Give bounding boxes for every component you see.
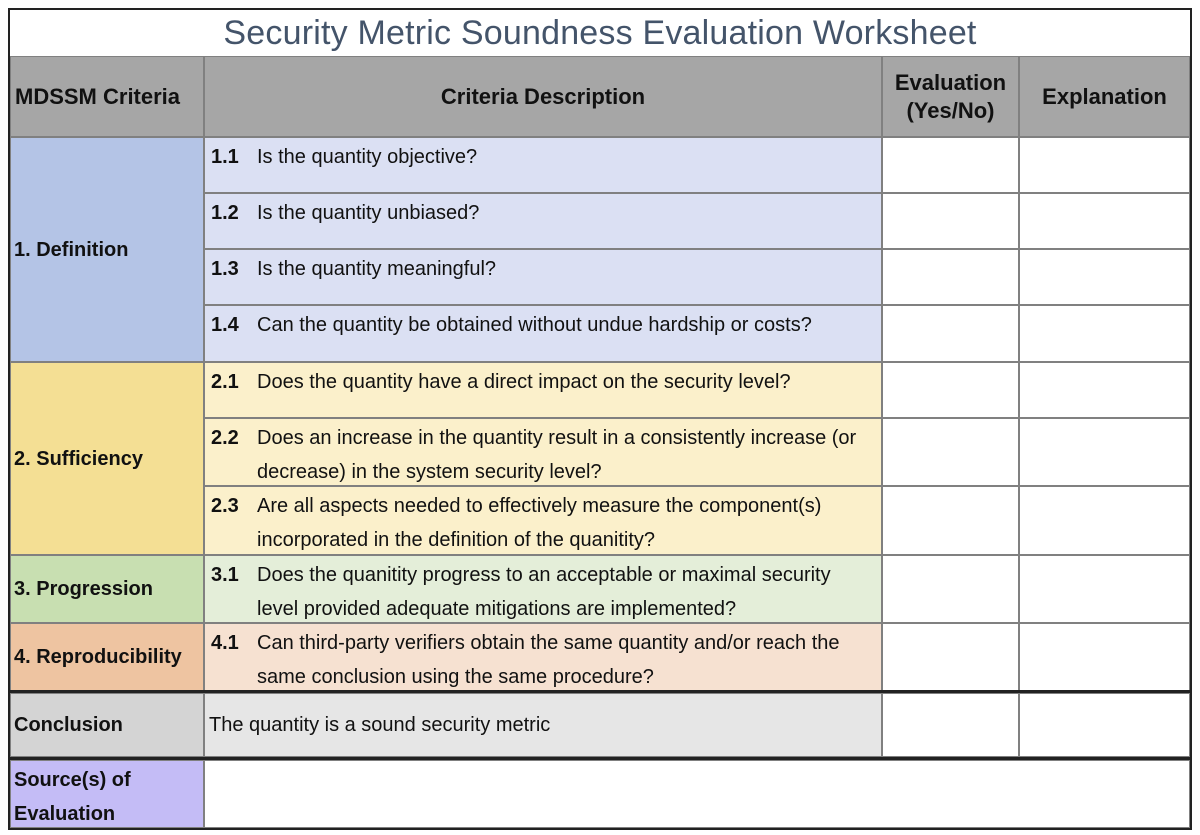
evaluation-cell-conclusion[interactable] xyxy=(882,693,1019,757)
conclusion-text: The quantity is a sound security metric xyxy=(204,693,882,757)
criterion-row-1-1 xyxy=(204,137,882,193)
criterion-row-1-4 xyxy=(204,305,882,362)
explanation-cell-1-1[interactable] xyxy=(1019,137,1190,193)
criterion-number: 2.1 xyxy=(211,371,239,393)
criterion-text: Does an increase in the quantity result in a consistently increase (or decrease) in the system security level? xyxy=(257,427,857,483)
criterion-number: 3.1 xyxy=(211,564,239,586)
header-explanation: Explanation xyxy=(1019,56,1190,137)
criterion-text: Is the quantity meaningful? xyxy=(257,258,497,280)
criteria-definition: 1. Definition xyxy=(10,137,204,362)
explanation-cell-3-1[interactable] xyxy=(1019,555,1190,623)
evaluation-cell-2-3[interactable] xyxy=(882,486,1019,555)
explanation-cell-2-1[interactable] xyxy=(1019,362,1190,418)
criteria-progression: 3. Progression xyxy=(10,555,204,623)
explanation-cell-2-2[interactable] xyxy=(1019,418,1190,486)
criterion-number: 2.3 xyxy=(211,495,239,517)
criterion-row-2-2 xyxy=(204,418,882,486)
conclusion-label: Conclusion xyxy=(10,693,204,757)
header-evaluation: Evaluation (Yes/No) xyxy=(882,56,1019,137)
criteria-reproducibility: 4. Reproducibility xyxy=(10,623,204,691)
evaluation-cell-1-1[interactable] xyxy=(882,137,1019,193)
criterion-text: Does the quantity have a direct impact on the security level? xyxy=(257,371,791,393)
criterion-row-4-1 xyxy=(204,623,882,691)
evaluation-cell-1-2[interactable] xyxy=(882,193,1019,249)
explanation-cell-conclusion[interactable] xyxy=(1019,693,1190,757)
criterion-row-1-3 xyxy=(204,249,882,305)
criterion-text: Is the quantity objective? xyxy=(257,146,478,168)
criterion-text: Can third-party verifiers obtain the same quantity and/or reach the same conclusion using the same procedure? xyxy=(257,632,840,688)
criterion-text: Can the quantity be obtained without undue hardship or costs? xyxy=(257,314,812,336)
header-description: Criteria Description xyxy=(204,56,882,137)
criterion-number: 4.1 xyxy=(211,632,239,654)
evaluation-cell-4-1[interactable] xyxy=(882,623,1019,691)
evaluation-cell-2-2[interactable] xyxy=(882,418,1019,486)
source-input-cell[interactable] xyxy=(204,760,1190,828)
worksheet-title: Security Metric Soundness Evaluation Worksheet xyxy=(223,13,977,52)
explanation-cell-1-4[interactable] xyxy=(1019,305,1190,362)
criterion-row-2-1 xyxy=(204,362,882,418)
criterion-number: 2.2 xyxy=(211,427,239,449)
criterion-row-3-1 xyxy=(204,555,882,623)
source-label: Source(s) of Evaluation xyxy=(10,760,204,828)
evaluation-cell-1-4[interactable] xyxy=(882,305,1019,362)
criterion-text: Does the quanitity progress to an acceptable or maximal security level provided adequate mitigations are implemented? xyxy=(257,564,831,620)
evaluation-cell-2-1[interactable] xyxy=(882,362,1019,418)
explanation-cell-4-1[interactable] xyxy=(1019,623,1190,691)
explanation-cell-2-3[interactable] xyxy=(1019,486,1190,555)
worksheet xyxy=(8,8,1192,830)
criterion-number: 1.2 xyxy=(211,202,239,224)
criterion-number: 1.1 xyxy=(211,146,239,168)
explanation-cell-1-3[interactable] xyxy=(1019,249,1190,305)
criteria-sufficiency: 2. Sufficiency xyxy=(10,362,204,555)
criterion-row-2-3 xyxy=(204,486,882,555)
criterion-text: Are all aspects needed to effectively measure the component(s) incorporated in the definition of the quanitity? xyxy=(257,495,822,551)
criterion-number: 1.3 xyxy=(211,258,239,280)
criterion-row-1-2 xyxy=(204,193,882,249)
criterion-text: Is the quantity unbiased? xyxy=(257,202,480,224)
evaluation-cell-3-1[interactable] xyxy=(882,555,1019,623)
explanation-cell-1-2[interactable] xyxy=(1019,193,1190,249)
header-criteria: MDSSM Criteria xyxy=(10,56,204,137)
criterion-number: 1.4 xyxy=(211,314,239,336)
evaluation-cell-1-3[interactable] xyxy=(882,249,1019,305)
